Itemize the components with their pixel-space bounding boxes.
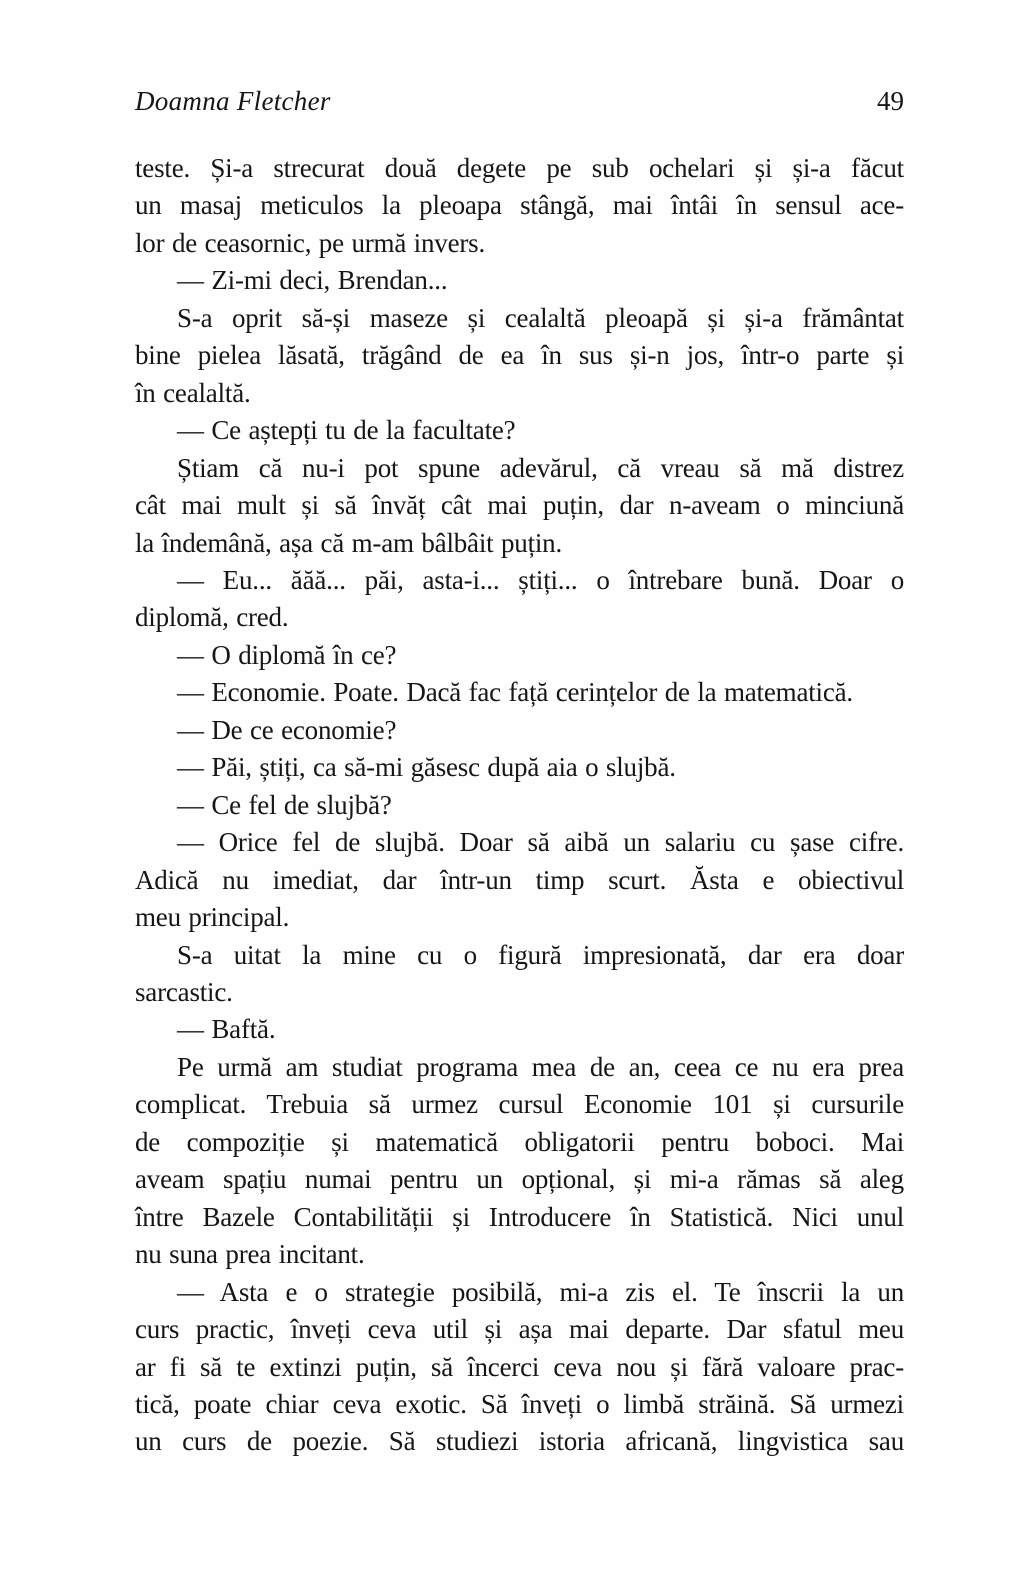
text-line: un curs de poezie. Să studiezi istoria africană, lingvistica sau xyxy=(135,1426,904,1457)
text-line: — Baftă. xyxy=(177,1014,276,1045)
text-line: — O diplomă în ce? xyxy=(177,639,397,670)
page-number: 49 xyxy=(877,86,904,116)
book-title: Doamna Fletcher xyxy=(135,86,331,116)
page-body xyxy=(135,150,904,1461)
text-line: S-a uitat la mine cu o figură impresionată, dar era doar xyxy=(177,939,904,970)
text-line: sarcastic. xyxy=(135,976,233,1007)
text-line: — Economie. Poate. Dacă fac față cerințelor de la matematică. xyxy=(177,677,853,708)
text-line: complicat. Trebuia să urmez cursul Economie 101 și cursurile xyxy=(135,1089,904,1120)
text-line: — Asta e o strategie posibilă, mi-a zis el. Te înscrii la un xyxy=(177,1276,904,1307)
text-line: diplomă, cred. xyxy=(135,602,289,633)
text-line: — Eu... ăăă... păi, asta-i... știți... o întrebare bună. Doar o xyxy=(177,564,904,595)
text-line: bine pielea lăsată, trăgând de ea în sus și-n jos, într-o parte și xyxy=(135,340,904,371)
text-line: teste. Și-a strecurat două degete pe sub ochelari și și-a făcut xyxy=(135,153,904,183)
text-line: de compoziție și matematică obligatorii pentru boboci. Mai xyxy=(135,1126,904,1157)
text-line: ar fi să te extinzi puțin, să încerci ceva nou și fără valoare prac- xyxy=(135,1351,904,1382)
text-line: un masaj meticulos la pleoapa stângă, mai întâi în sensul ace- xyxy=(135,190,904,221)
text-line: — Ce fel de slujbă? xyxy=(177,789,392,820)
text-line: între Bazele Contabilității și Introducere în Statistică. Nici unul xyxy=(135,1201,904,1232)
running-header xyxy=(135,86,904,116)
text-line: Pe urmă am studiat programa mea de an, ceea ce nu era prea xyxy=(177,1051,904,1082)
text-line: — Păi, știți, ca să-mi găsesc după aia o slujbă. xyxy=(177,752,676,783)
text-line: S-a oprit să-și maseze și cealaltă pleoapă și și-a frământat xyxy=(177,302,904,333)
text-line: în cealaltă. xyxy=(135,377,251,408)
text-line: — Zi-mi deci, Brendan... xyxy=(177,265,448,296)
text-line: nu suna prea incitant. xyxy=(135,1239,365,1270)
text-line: meu principal. xyxy=(135,902,290,933)
text-line: la îndemână, așa că m-am bâlbâit puțin. xyxy=(135,527,563,558)
text-line: lor de ceasornic, pe urmă invers. xyxy=(135,227,486,258)
text-line: — Orice fel de slujbă. Doar să aibă un salariu cu șase cifre. xyxy=(177,827,904,858)
text-line: cât mai mult și să învăț cât mai puțin, dar n-aveam o minciună xyxy=(135,490,904,521)
text-line: curs practic, înveți ceva util și așa mai departe. Dar sfatul meu xyxy=(135,1314,904,1345)
text-line: tică, poate chiar ceva exotic. Să înveți o limbă străină. Să urmezi xyxy=(135,1388,904,1419)
text-line: — De ce economie? xyxy=(177,714,397,745)
text-line: Adică nu imediat, dar într-un timp scurt. Ăsta e obiectivul xyxy=(135,864,904,895)
text-line: aveam spațiu numai pentru un opțional, și mi-a rămas să aleg xyxy=(135,1164,904,1195)
text-line: Știam că nu-i pot spune adevărul, că vreau să mă distrez xyxy=(177,452,904,483)
text-line: — Ce aștepți tu de la facultate? xyxy=(177,415,516,446)
